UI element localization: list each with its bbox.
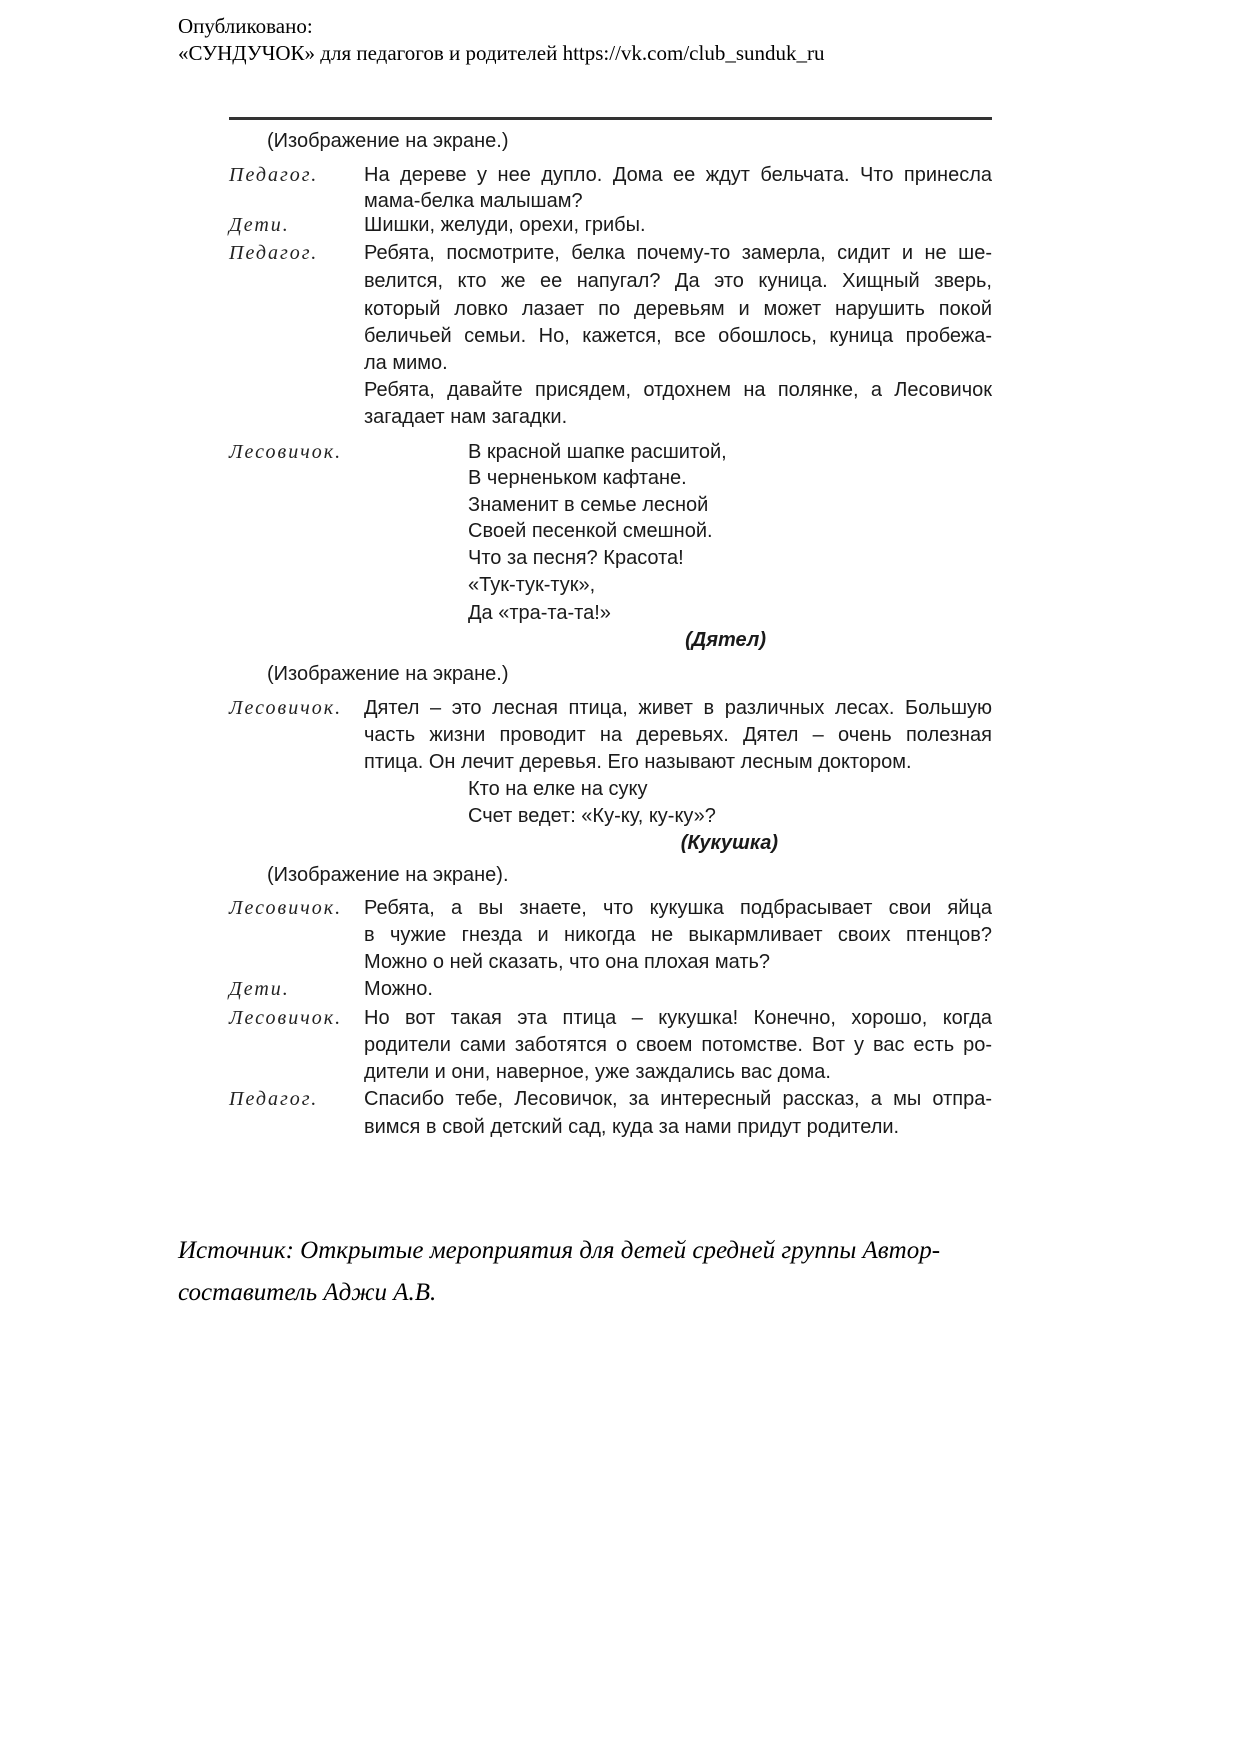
riddle-line: Счет ведет: «Ку-ку, ку-ку»? xyxy=(468,805,716,827)
speaker-label: Лесовичок. xyxy=(229,697,343,719)
dialogue-line: загадает нам загадки. xyxy=(364,406,568,428)
riddle-line: Знаменит в семье лесной xyxy=(468,494,709,516)
speaker-label: Педагог. xyxy=(229,164,319,186)
dialogue-line: На дереве у нее дупло. Дома ее ждут бельчата. Что принесла xyxy=(364,164,992,186)
dialogue-line: Ребята, а вы знаете, что кукушка подбрасывает свои яйца xyxy=(364,897,992,919)
stage-direction: (Изображение на экране.) xyxy=(267,130,509,152)
riddle-line: Кто на елке на суку xyxy=(468,778,648,800)
dialogue-line: Дятел – это лесная птица, живет в различных лесах. Большую xyxy=(364,697,992,719)
riddle-line: Что за песня? Красота! xyxy=(468,547,684,569)
dialogue-line: мама-белка малышам? xyxy=(364,190,583,212)
dialogue-line: Ребята, посмотрите, белка почему-то замерла, сидит и не ше- xyxy=(364,242,992,264)
speaker-label: Лесовичок. xyxy=(229,1007,343,1029)
riddle-line: Своей песенкой смешной. xyxy=(468,520,713,542)
dialogue-line: который ловко лазает по деревьям и может нарушить покой xyxy=(364,298,992,320)
source-line-2: составитель Аджи А.В. xyxy=(178,1279,437,1306)
speaker-label: Лесовичок. xyxy=(229,441,343,463)
dialogue-line: Шишки, желуди, орехи, грибы. xyxy=(364,214,646,236)
source-line-1: Источник: Открытые мероприятия для детей средней группы Автор- xyxy=(178,1237,941,1264)
riddle-answer: (Кукушка) xyxy=(680,832,778,854)
dialogue-line: родители сами заботятся о своем потомстве. Вот у вас есть ро- xyxy=(364,1034,992,1056)
speaker-label: Педагог. xyxy=(229,242,319,264)
speaker-label: Дети. xyxy=(229,978,290,1000)
riddle-line: В красной шапке расшитой, xyxy=(468,441,727,463)
dialogue-line: дители и они, наверное, уже заждались вас дома. xyxy=(364,1061,831,1083)
dialogue-line: велится, кто же ее напугал? Да это куница. Хищный зверь, xyxy=(364,270,992,292)
publisher-line: «СУНДУЧОК» для педагогов и родителей https://vk.com/club_sunduk_ru xyxy=(178,41,825,65)
scan-top-rule xyxy=(229,117,992,120)
riddle-line: «Тук-тук-тук», xyxy=(468,574,596,596)
dialogue-line: Но вот такая эта птица – кукушка! Конечно, хорошо, когда xyxy=(364,1007,992,1029)
stage-direction: (Изображение на экране.) xyxy=(267,663,509,685)
speaker-label: Педагог. xyxy=(229,1088,319,1110)
stage-direction: (Изображение на экране). xyxy=(267,864,509,886)
published-label: Опубликовано: xyxy=(178,14,313,38)
dialogue-line: в чужие гнезда и никогда не выкармливает своих птенцов? xyxy=(364,924,992,946)
riddle-line: Да «тра-та-та!» xyxy=(468,602,611,624)
dialogue-line: ла мимо. xyxy=(364,352,448,374)
dialogue-line: Можно. xyxy=(364,978,433,1000)
speaker-label: Дети. xyxy=(229,214,290,236)
dialogue-line: часть жизни проводит на деревьях. Дятел – очень полезная xyxy=(364,724,992,746)
dialogue-line: Ребята, давайте присядем, отдохнем на полянке, а Лесовичок xyxy=(364,379,992,401)
dialogue-line: Спасибо тебе, Лесовичок, за интересный рассказ, а мы отпра- xyxy=(364,1088,992,1110)
riddle-line: В черненьком кафтане. xyxy=(468,467,687,489)
dialogue-line: птица. Он лечит деревья. Его называют лесным доктором. xyxy=(364,751,912,773)
dialogue-line: Можно о ней сказать, что она плохая мать? xyxy=(364,951,771,973)
dialogue-line: вимся в свой детский сад, куда за нами придут родители. xyxy=(364,1116,900,1138)
riddle-answer: (Дятел) xyxy=(685,629,766,651)
dialogue-line: беличьей семьи. Но, кажется, все обошлось, куница пробежа- xyxy=(364,325,992,347)
speaker-label: Лесовичок. xyxy=(229,897,343,919)
